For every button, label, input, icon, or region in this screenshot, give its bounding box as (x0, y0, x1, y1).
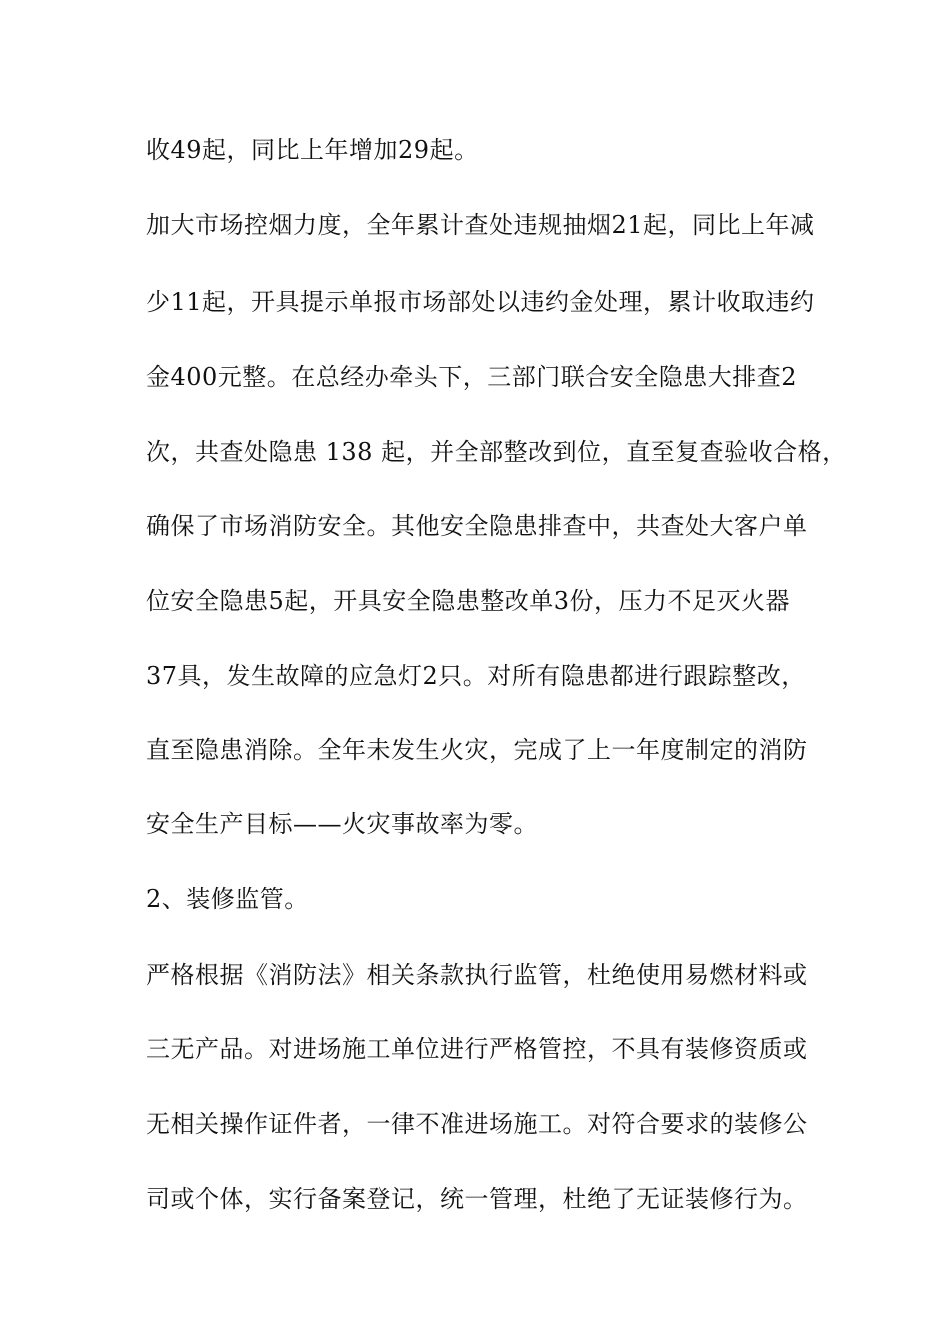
text-line: 司或个体，实行备案登记，统一管理，杜绝了无证装修行为。 (146, 1185, 808, 1213)
text-line: 37具，发生故障的应急灯2只。对所有隐患都进行跟踪整改， (146, 662, 806, 690)
text-line: 少11起，开具提示单报市场部处以违约金处理，累计收取违约 (146, 288, 815, 316)
text-line: 加大市场控烟力度，全年累计查处违规抽烟21起，同比上年减 (146, 211, 815, 239)
text-line: 直至隐患消除。全年未发生火灾，完成了上一年度制定的消防 (146, 736, 808, 764)
text-line: 无相关操作证件者，一律不准进场施工。对符合要求的装修公 (146, 1110, 808, 1138)
text-line: 三无产品。对进场施工单位进行严格管控，不具有装修资质或 (146, 1035, 808, 1063)
text-line: 位安全隐患5起，开具安全隐患整改单3份，压力不足灭火器 (146, 587, 791, 615)
text-line: 确保了市场消防安全。其他安全隐患排查中，共查处大客户单 (146, 512, 808, 540)
text-line: 收49起，同比上年增加29起。 (146, 136, 479, 164)
text-line: 次，共查处隐患 138 起，并全部整改到位，直至复查验收合格， (146, 438, 847, 466)
text-line: 严格根据《消防法》相关条款执行监管，杜绝使用易燃材料或 (146, 961, 808, 989)
section-heading: 2、装修监管。 (146, 885, 309, 913)
text-line: 安全生产目标——火灾事故率为零。 (146, 810, 538, 838)
text-line: 金400元整。在总经办牵头下，三部门联合安全隐患大排查2 (146, 363, 798, 391)
